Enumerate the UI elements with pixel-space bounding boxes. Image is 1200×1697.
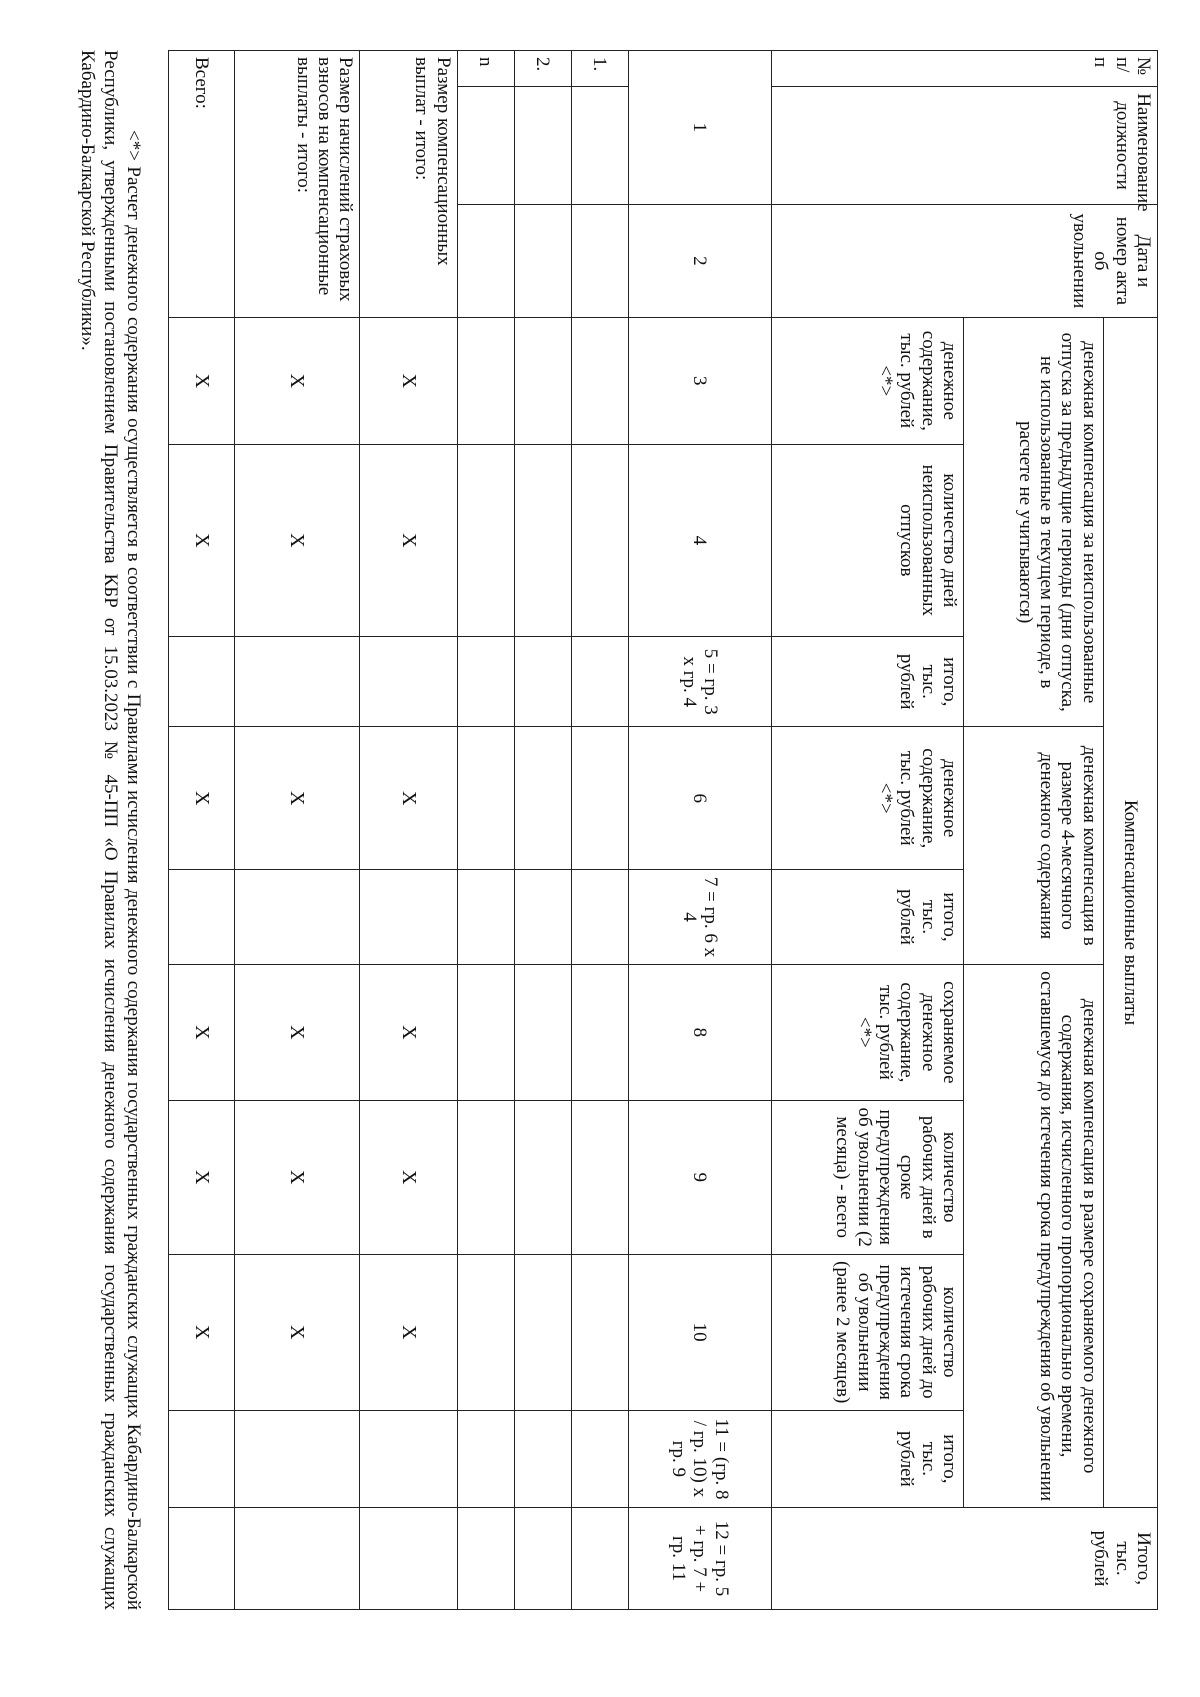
header-col-11: итого, тыс. рублей: [771, 1410, 963, 1507]
header-compensation: Компенсационные выплаты: [1103, 317, 1157, 1507]
x-mark: X: [360, 317, 457, 444]
compensation-table: [168, 50, 1158, 1610]
summary-label-insurance: Размер начислений страховых взносов на компенсационные выплаты - итого:: [234, 51, 360, 318]
x-mark: X: [169, 317, 235, 444]
x-mark: X: [169, 444, 235, 636]
x-mark: X: [234, 317, 360, 444]
summary-row-payments: [360, 51, 457, 1610]
summary-row-insurance: [234, 51, 360, 1610]
header-col-3: денежное содержание, тыс. рублей <*>: [771, 317, 963, 444]
col-num-3: 3: [628, 317, 771, 444]
row-number: 2.: [514, 51, 571, 87]
summary-label-payments: Размер компенсационных выплат - итого:: [360, 51, 457, 318]
x-mark: X: [169, 1254, 235, 1410]
col-num-6: 6: [628, 727, 771, 870]
header-group-notice-period: денежная компенсация в размере сохраняемого денежного содержания, исчисленного пропорционально времени, оставшемуся до истечения срока предупреждения об увольнении: [963, 965, 1103, 1508]
col-num-2: 2: [628, 204, 771, 317]
x-mark: X: [234, 1100, 360, 1254]
x-mark: X: [234, 727, 360, 870]
col-num-4: 4: [628, 444, 771, 636]
header-col-4: количество дней неиспользованных отпусков: [771, 444, 963, 636]
col-num-5: 5 = гр. 3 x гр. 4: [628, 636, 771, 727]
x-mark: X: [360, 1254, 457, 1410]
x-mark: X: [234, 444, 360, 636]
x-mark: X: [360, 727, 457, 870]
col-num-12: 12 = гр. 5 + гр. 7 + гр. 11: [628, 1508, 771, 1610]
table-row: [457, 51, 514, 1610]
x-mark: X: [169, 727, 235, 870]
header-num: № п/п: [771, 51, 1157, 87]
x-mark: X: [234, 965, 360, 1101]
row-number: n: [457, 51, 514, 87]
header-date: Дата и номер акта об увольнении: [771, 204, 1157, 317]
header-col-8: сохраняемое денежное содержание, тыс. рублей <*>: [771, 965, 963, 1101]
x-mark: X: [360, 1100, 457, 1254]
x-mark: X: [360, 965, 457, 1101]
header-col-5: итого, тыс. рублей: [771, 636, 963, 727]
header-col-7: итого, тыс. рублей: [771, 870, 963, 965]
summary-label-total: Всего:: [169, 51, 235, 318]
x-mark: X: [169, 1100, 235, 1254]
col-num-7: 7 = гр. 6 x 4: [628, 870, 771, 965]
col-num-11: 11 = (гр. 8 / гр. 10) x гр. 9: [628, 1410, 771, 1507]
table-row: [571, 51, 628, 1610]
header-total: Итого, тыс. рублей: [771, 1508, 1157, 1610]
column-number-row: [628, 51, 771, 1610]
x-mark: X: [169, 965, 235, 1101]
col-num-9: 9: [628, 1100, 771, 1254]
x-mark: X: [234, 1254, 360, 1410]
summary-row-total: [169, 51, 235, 1610]
col-num-1: 1: [628, 51, 771, 205]
col-num-8: 8: [628, 965, 771, 1101]
col-num-10: 10: [628, 1254, 771, 1410]
header-col-9: количество рабочих дней в сроке предупреждения об увольнении (2 месяца) - всего: [771, 1100, 963, 1254]
x-mark: X: [360, 444, 457, 636]
header-group-unused-vacation: денежная компенсация за неиспользованные отпуска за предыдущие периоды (дни отпуска, не использованные в текущем периоде, в расчете не учитываются): [963, 317, 1103, 727]
table-row: [514, 51, 571, 1610]
header-col-6: денежное содержание, тыс. рублей <*>: [771, 727, 963, 870]
header-col-10: количество рабочих дней до истечения срока предупреждения об увольнении (ранее 2 месяцев): [771, 1254, 963, 1410]
row-number: 1.: [571, 51, 628, 87]
footnote: [75, 50, 145, 1610]
footnote-text: <*> Расчет денежного содержания осуществляется в соответствии с Правилами исчисления денежного содержания государственных гражданских служащих Кабардино-Балкарской Республики, утвержденными постановлением Правительства КБР от 15.03.2023 № 45-ПП «О Правилах исчисления денежного содержания государственных гражданских служащих Кабардино-Балкарской Республики».: [76, 50, 144, 1610]
header-name: Наименование должности: [771, 87, 1157, 205]
header-group-four-month: денежная компенсация в размере 4-месячного денежного содержания: [963, 727, 1103, 965]
